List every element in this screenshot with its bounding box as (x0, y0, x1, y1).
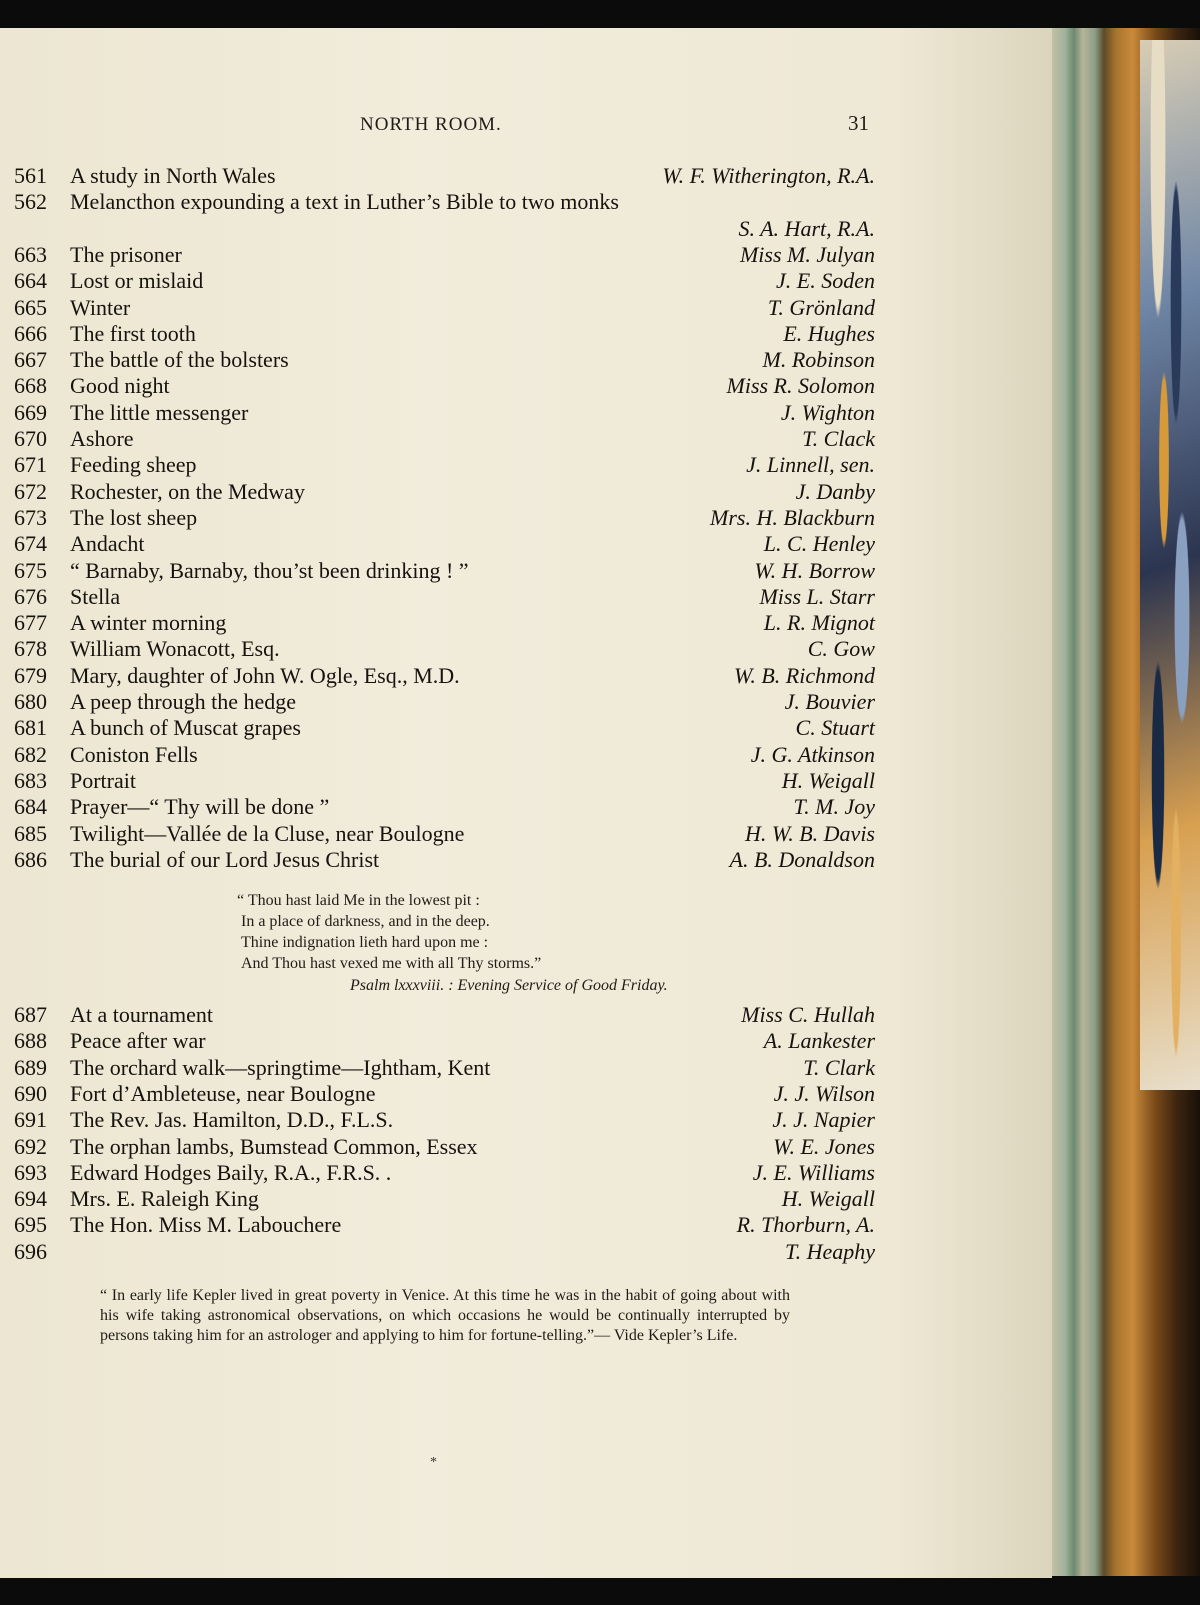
entry-number: 682 (14, 741, 47, 767)
entry-artist: J. E. Williams (752, 1159, 875, 1185)
entry-number: 690 (14, 1080, 47, 1106)
entry-title: Portrait (70, 767, 136, 793)
catalogue-entry (0, 715, 875, 741)
catalogue-entry (0, 689, 875, 715)
entry-title: Fort d’Ambleteuse, near Boulogne (70, 1080, 376, 1106)
entry-number: 684 (14, 794, 47, 820)
catalogue-entry (0, 426, 875, 452)
entry-number: 677 (14, 610, 47, 636)
page-number: 31 (848, 111, 869, 135)
catalogue-entry (0, 216, 875, 242)
catalogue-entry (0, 1160, 875, 1186)
entry-title: The prisoner (70, 241, 182, 267)
entry-title: The orphan lambs, Bumstead Common, Essex (70, 1133, 478, 1159)
catalogue-entry (0, 847, 875, 873)
entry-title: Winter (70, 294, 131, 320)
entry-artist: C. Stuart (795, 715, 875, 741)
catalogue-entry (0, 505, 875, 531)
entry-number: 683 (14, 767, 47, 793)
entry-number: 681 (14, 715, 47, 741)
entry-number: 667 (14, 347, 47, 373)
entry-title: “ Barnaby, Barnaby, thou’st been drinking ! ” (70, 557, 469, 583)
entry-artist: T. Grönland (767, 294, 875, 320)
catalogue-entry (0, 373, 875, 399)
entry-title: Ashore (70, 426, 134, 451)
catalogue-entry (0, 1002, 875, 1028)
catalogue-entry (0, 768, 875, 794)
entry-artist: C. Gow (807, 636, 875, 662)
entry-title: Mrs. E. Raleigh King (70, 1186, 259, 1212)
entry-title: The lost sheep (70, 504, 198, 530)
entry-title: The battle of the bolsters (70, 347, 289, 373)
entry-number: 675 (14, 557, 47, 583)
catalogue-entry (0, 400, 875, 426)
entry-title: A study in North Wales (70, 163, 276, 188)
verse-line: In a place of darkness, and in the deep. (241, 913, 490, 930)
entry-artist: J. J. Napier (772, 1107, 875, 1133)
entry-title: Stella (70, 583, 121, 609)
entry-title: Prayer—“ Thy will be done ” (70, 794, 330, 820)
entry-title: Twilight—Vallée de la Cluse, near Boulogne (70, 820, 465, 846)
catalogue-entry (0, 531, 875, 557)
catalogue-entry (0, 1028, 875, 1054)
entry-title: The Hon. Miss M. Labouchere (70, 1212, 342, 1238)
entry-title: The orchard walk—springtime—Ightham, Kent (70, 1054, 491, 1080)
entry-number: 676 (14, 583, 47, 609)
entry-number: 687 (14, 1002, 47, 1027)
entry-number: 692 (14, 1133, 47, 1159)
entry-number: 688 (14, 1028, 47, 1054)
verse-source: Psalm lxxxviii. : Evening Service of Good Friday. (350, 977, 668, 994)
printer-mark: * (430, 1455, 437, 1470)
kepler-quote: “ In early life Kepler lived in great poverty in Venice. At this time he was in the habit of going about with his wife taking astronomical observations, on which occasions he would be continually interrupted by persons taking him for an astrologer and applying to him for fortune-telling.”— Vide Kepler’s Life. (100, 1287, 790, 1344)
catalogue-entry (0, 452, 875, 478)
catalogue-entry (0, 610, 875, 636)
entry-artist: S. A. Hart, R.A. (738, 215, 875, 241)
entry-artist: E. Hughes (783, 320, 875, 346)
entry-title: Peace after war (70, 1028, 206, 1054)
page-header: NORTH ROOM. (360, 114, 502, 135)
entry-number: 665 (14, 294, 47, 320)
catalogue-entry (0, 663, 875, 689)
entry-artist: W. B. Richmond (734, 662, 875, 688)
catalogue-entry (0, 321, 875, 347)
catalogue-entry (0, 347, 875, 373)
entry-title: Coniston Fells (70, 741, 198, 767)
marbled-endpaper (1140, 40, 1200, 1090)
entry-title: Edward Hodges Baily, R.A., F.R.S. . (70, 1159, 392, 1185)
catalogue-entry (0, 268, 875, 294)
entry-number: 562 (14, 189, 47, 215)
entry-title: The burial of our Lord Jesus Christ (70, 846, 380, 872)
entry-title: The Rev. Jas. Hamilton, D.D., F.L.S. (70, 1107, 394, 1133)
entry-artist: W. F. Witherington, R.A. (662, 163, 875, 188)
entry-number: 680 (14, 689, 47, 714)
entry-artist: H. W. B. Davis (745, 820, 875, 846)
entry-title: Feeding sheep (70, 452, 197, 478)
entry-title: The first tooth (70, 320, 196, 346)
entry-artist: H. Weigall (781, 767, 875, 793)
entry-artist: J. Wighton (780, 399, 875, 425)
entry-artist: L. C. Henley (763, 531, 875, 557)
entry-artist: W. E. Jones (773, 1133, 875, 1159)
entry-number: 694 (14, 1186, 47, 1212)
entry-number: 691 (14, 1107, 47, 1133)
entry-number: 663 (14, 241, 47, 267)
entry-artist: J. E. Soden (776, 268, 875, 294)
entry-number: 696 (14, 1238, 47, 1264)
entry-artist: T. Clark (803, 1054, 875, 1080)
entry-artist: T. Heaphy (784, 1238, 875, 1264)
entry-artist: J. J. Wilson (773, 1080, 875, 1106)
entry-number: 679 (14, 662, 47, 688)
entry-title: A peep through the hedge (70, 689, 297, 714)
catalogue-entry (0, 821, 875, 847)
verse-line: “ Thou hast laid Me in the lowest pit : (237, 892, 480, 909)
entry-title: A bunch of Muscat grapes (70, 715, 301, 741)
entry-number: 670 (14, 426, 47, 451)
entry-number: 671 (14, 452, 47, 478)
entry-number: 673 (14, 504, 47, 530)
entry-artist: T. M. Joy (793, 794, 875, 820)
verse-line: And Thou hast vexed me with all Thy storms.” (241, 955, 542, 972)
entry-artist: H. Weigall (781, 1186, 875, 1212)
entry-artist: Miss L. Starr (759, 583, 875, 609)
entry-artist: R. Thorburn, A. (736, 1212, 875, 1238)
entry-artist: Miss R. Solomon (726, 373, 875, 399)
entry-number: 685 (14, 820, 47, 846)
entry-title: A winter morning (70, 610, 227, 636)
entry-number: 672 (14, 478, 47, 504)
catalogue-entry (0, 1239, 875, 1265)
entry-number: 674 (14, 531, 47, 557)
entry-artist: Miss C. Hullah (741, 1002, 875, 1027)
entry-artist: M. Robinson (762, 347, 875, 373)
entry-number: 695 (14, 1212, 47, 1238)
catalogue-entry (0, 584, 875, 610)
entry-number: 664 (14, 268, 47, 294)
entry-number: 693 (14, 1159, 47, 1185)
catalogue-entry (0, 189, 875, 215)
catalogue-entry (0, 163, 875, 189)
entry-number: 669 (14, 399, 47, 425)
entry-artist: A. B. Donaldson (729, 846, 875, 872)
entry-number: 668 (14, 373, 47, 399)
catalogue-entry (0, 242, 875, 268)
entry-artist: A. Lankester (763, 1028, 875, 1054)
entry-title: Lost or mislaid (70, 268, 204, 294)
catalogue-entry (0, 479, 875, 505)
catalogue-entry (0, 1055, 875, 1081)
entry-number: 561 (14, 163, 47, 188)
entry-number: 686 (14, 846, 47, 872)
entry-title: At a tournament (70, 1002, 213, 1027)
entry-artist: J. G. Atkinson (750, 741, 875, 767)
catalogue-entry (0, 636, 875, 662)
entry-artist: T. Clack (802, 426, 875, 451)
catalogue-entry (0, 1134, 875, 1160)
catalogue-entry (0, 295, 875, 321)
entry-number: 689 (14, 1054, 47, 1080)
catalogue-entry (0, 1186, 875, 1212)
entry-title: Melancthon expounding a text in Luther’s Bible to two monks (70, 189, 619, 215)
catalogue-entry (0, 1212, 875, 1238)
verse-line: Thine indignation lieth hard upon me : (241, 934, 489, 951)
catalogue-entry (0, 794, 875, 820)
entry-number: 678 (14, 636, 47, 662)
entry-title: William Wonacott, Esq. (70, 636, 280, 662)
entry-artist: W. H. Borrow (754, 557, 875, 583)
entry-artist: J. Danby (795, 478, 875, 504)
entry-artist: L. R. Mignot (763, 610, 875, 636)
entry-artist: Miss M. Julyan (739, 241, 875, 267)
entry-title: Rochester, on the Medway (70, 478, 305, 504)
catalogue-entry (0, 1107, 875, 1133)
catalogue-entry (0, 558, 875, 584)
entry-artist: J. Bouvier (784, 689, 875, 714)
entry-number: 666 (14, 320, 47, 346)
entry-title: Andacht (70, 531, 145, 557)
entry-artist: Mrs. H. Blackburn (710, 504, 875, 530)
entry-title: Mary, daughter of John W. Ogle, Esq., M.D. (70, 662, 460, 688)
entry-title: Good night (70, 373, 170, 399)
entry-title: The little messenger (70, 399, 249, 425)
entry-artist: J. Linnell, sen. (746, 452, 875, 478)
catalogue-entry (0, 742, 875, 768)
catalogue-entry (0, 1081, 875, 1107)
